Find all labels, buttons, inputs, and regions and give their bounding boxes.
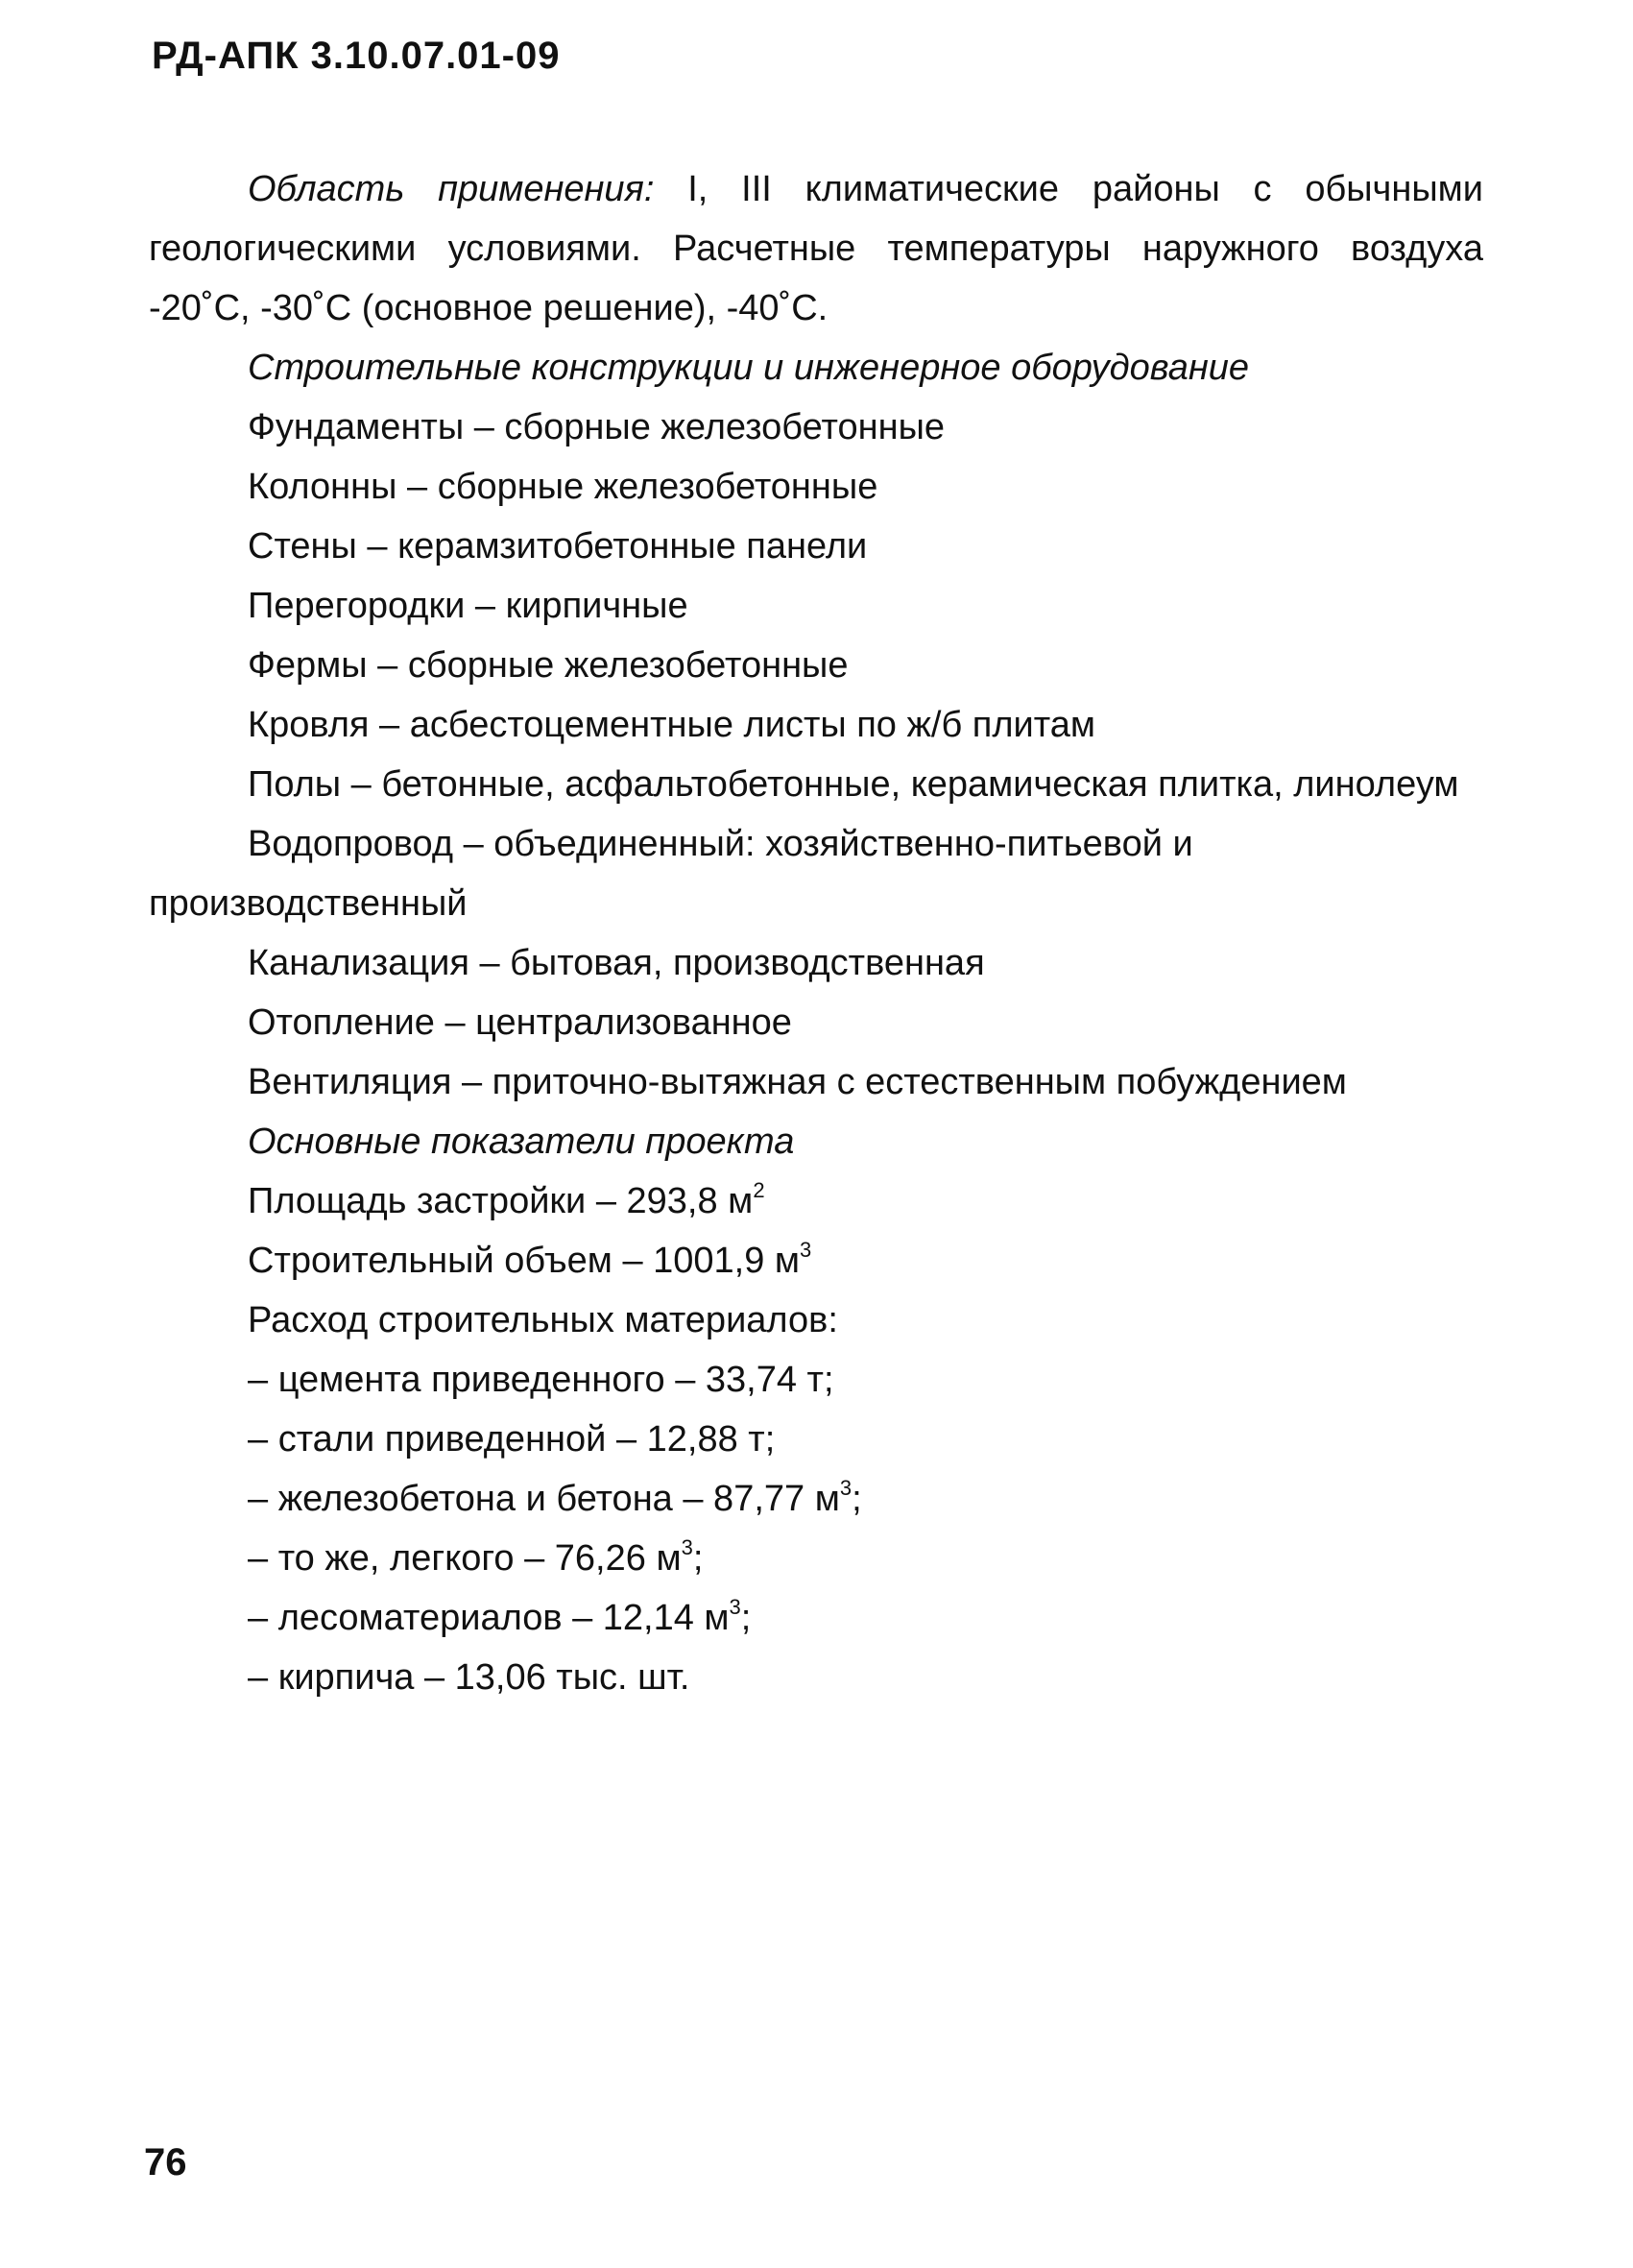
indicator-building-area-text: Площадь застройки – 293,8 м <box>248 1181 754 1221</box>
material-cement: – цемента приведенного – 33,74 т; <box>248 1360 834 1400</box>
material-brick: – кирпича – 13,06 тыс. шт. <box>248 1657 690 1698</box>
material-timber <box>149 1588 1483 1648</box>
scope-paragraph <box>149 159 1483 338</box>
material-lightweight-concrete <box>149 1529 1483 1588</box>
construction-item-columns: Колонны – сборные железобетонные <box>248 467 878 507</box>
material-timber-text: – лесоматериалов – 12,14 м <box>248 1598 730 1638</box>
document-code: РД-АПК 3.10.07.01-09 <box>152 35 561 77</box>
construction-item-partitions: Перегородки – кирпичные <box>248 586 688 626</box>
material-lightweight-concrete-text: – то же, легкого – 76,26 м <box>248 1538 682 1579</box>
construction-item-foundations: Фундаменты – сборные железобетонные <box>248 407 946 447</box>
construction-item-sewerage: Канализация – бытовая, производственная <box>248 943 985 983</box>
construction-item-heating: Отопление – централизованное <box>248 1002 792 1043</box>
material-concrete-text: – железобетона и бетона – 87,77 м <box>248 1479 840 1519</box>
scope-text: I, III климатические районы с обычными геологическими условиями. Расчетные температуры наружного воздуха -20˚С, -30˚С (основное решение), -40˚С. <box>149 169 1484 328</box>
construction-item-water-supply: Водопровод – объединенный: хозяйственно-питьевой и производственный <box>149 824 1193 924</box>
construction-item-floors: Полы – бетонные, асфальтобетонные, керамическая плитка, линолеум <box>248 764 1459 805</box>
volume-unit-exponent: 3 <box>800 1238 812 1262</box>
concrete-unit-exponent: 3 <box>839 1476 853 1500</box>
materials-label: Расход строительных материалов: <box>248 1300 838 1340</box>
area-unit-exponent: 2 <box>753 1178 765 1202</box>
construction-item-roof: Кровля – асбестоцементные листы по ж/б плитам <box>248 705 1095 745</box>
construction-item-trusses: Фермы – сборные железобетонные <box>248 645 849 686</box>
indicator-building-area <box>149 1171 1483 1231</box>
timber-unit-exponent: 3 <box>729 1595 741 1619</box>
constructions-heading: Строительные конструкции и инженерное оборудование <box>248 348 1250 388</box>
material-lightweight-concrete-tail: ; <box>692 1538 704 1579</box>
indicator-building-volume <box>149 1231 1483 1291</box>
page-number: 76 <box>144 2141 187 2184</box>
indicators-heading: Основные показатели проекта <box>248 1122 795 1162</box>
indicator-building-volume-text: Строительный объем – 1001,9 м <box>248 1241 801 1281</box>
material-concrete-tail: ; <box>852 1479 862 1519</box>
lightweight-concrete-unit-exponent: 3 <box>681 1535 693 1559</box>
construction-item-walls: Стены – керамзитобетонные панели <box>248 526 868 567</box>
material-timber-tail: ; <box>740 1598 752 1638</box>
material-steel: – стали приведенной – 12,88 т; <box>248 1419 776 1460</box>
scope-label: Область применения: <box>248 169 655 209</box>
construction-item-ventilation: Вентиляция – приточно-вытяжная с естественным побуждением <box>248 1062 1347 1102</box>
material-concrete <box>149 1469 1483 1529</box>
document-body <box>149 159 1483 1707</box>
